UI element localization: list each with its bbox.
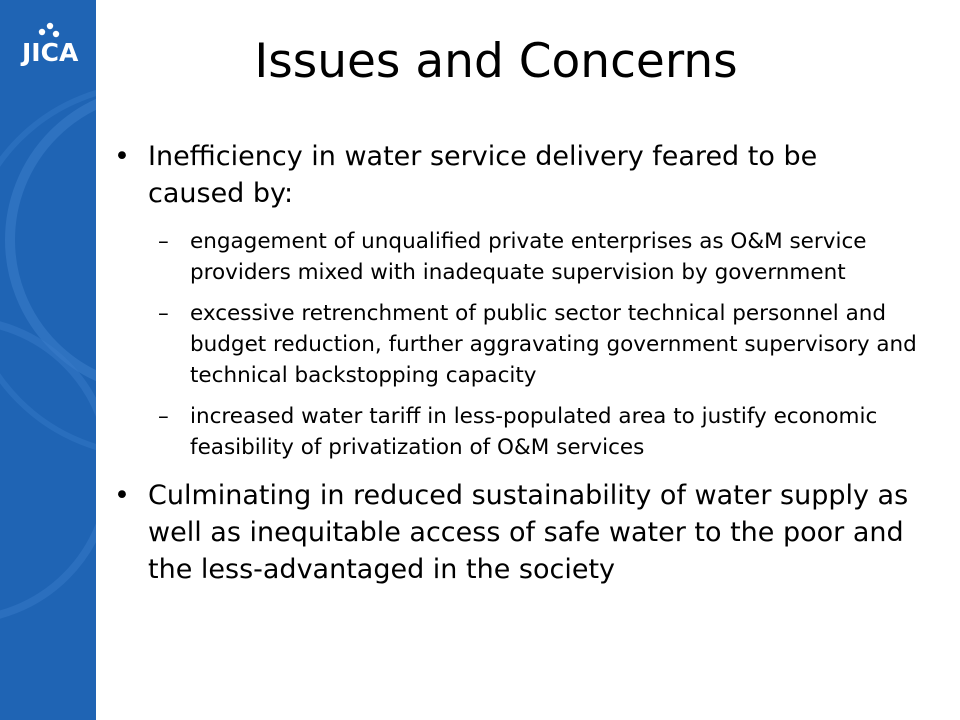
logo-dots-icon — [36, 18, 66, 40]
dash-icon: – — [158, 404, 169, 429]
bullet-item — [110, 477, 920, 588]
slide-title: Issues and Concerns — [254, 34, 738, 89]
logo-text: JICA — [22, 38, 79, 67]
sub-bullet-item — [110, 226, 920, 288]
sub-bullet-text: increased water tariff in less-populated area to justify economic feasibility of privatization of O&M services — [190, 404, 878, 460]
bullet-text: Inefficiency in water service delivery feared to be caused by: — [148, 141, 818, 209]
sub-bullet-text: engagement of unqualified private enterprises as O&M service providers mixed with inadequate supervision by government — [190, 229, 867, 285]
jica-logo — [14, 18, 84, 68]
sub-bullet-text: excessive retrenchment of public sector technical personnel and budget reduction, further aggravating government supervisory and technical backstopping capacity — [190, 301, 917, 388]
dash-icon: – — [158, 301, 169, 326]
bullet-item — [110, 138, 920, 212]
sub-bullet-item — [110, 401, 920, 463]
bullet-icon: • — [114, 141, 130, 172]
decorative-rings — [0, 0, 96, 720]
slide-content — [110, 138, 920, 588]
bullet-icon: • — [114, 480, 130, 511]
sub-bullet-item — [110, 298, 920, 391]
dash-icon: – — [158, 229, 169, 254]
bullet-text: Culminating in reduced sustainability of water supply as well as inequitable access of safe water to the poor and the less-advantaged in the society — [148, 480, 909, 585]
sidebar-brand-band — [0, 0, 96, 720]
